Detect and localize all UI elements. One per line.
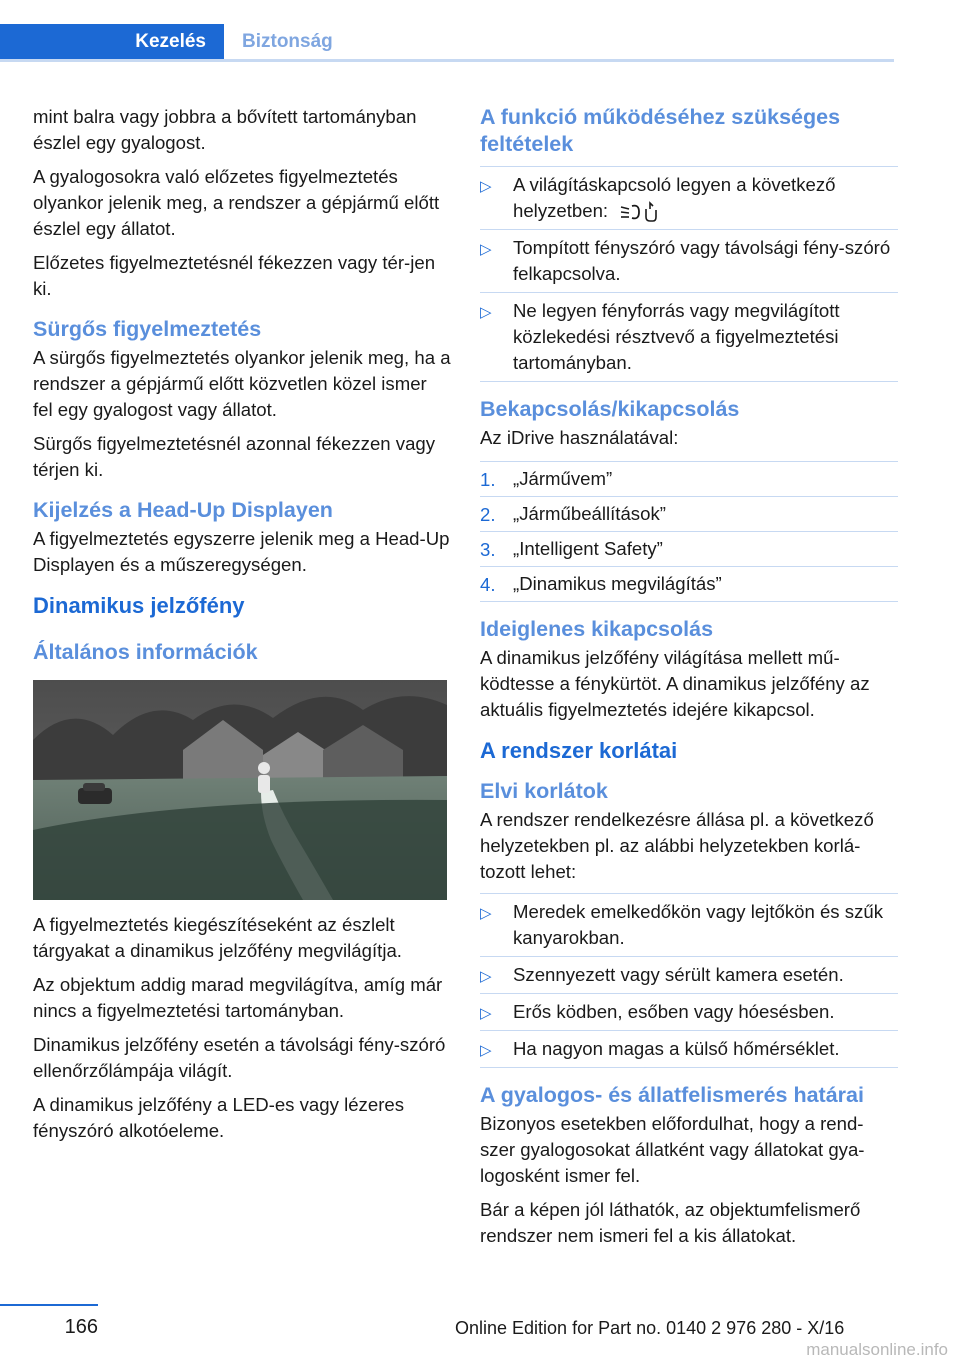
watermark: manualsonline.info [806, 1340, 948, 1359]
step-number: 4. [480, 574, 496, 595]
heading-general-info: Általános információk [33, 640, 258, 664]
page-number: 166 [64, 1316, 98, 1338]
step-number: 2. [480, 504, 496, 525]
list-item [480, 230, 898, 293]
steps-list [480, 461, 898, 602]
headlight-switch-icon [619, 201, 659, 223]
left-column [33, 104, 451, 1152]
list-item-text: Ha nagyon magas a külső hőmérséklet. [513, 1038, 840, 1059]
paragraph: Az objektum addig marad megvilágítva, amíg már nincs a figyelmeztetési tartományban. [33, 974, 443, 1021]
right-column [480, 104, 898, 1257]
paragraph: A dinamikus jelzőfény világítása mellett mű-ködtesse a fénykürtöt. A dinamikus jelzőfény az aktuális figyelmeztetés idejére kikapcsol. [480, 647, 870, 720]
triangle-right-icon: ▷ [480, 1042, 492, 1059]
paragraph: mint balra vagy jobbra a bővített tartományban észlel egy gyalogost. [33, 106, 417, 153]
tab-biztonsag[interactable]: Biztonság [242, 31, 333, 52]
paragraph: A rendszer rendelkezésre állása pl. a következő helyzetekben pl. az alábbi helyzetekben korlá-tozott lehet: [480, 809, 874, 882]
triangle-right-icon: ▷ [480, 241, 492, 258]
list-item [480, 461, 898, 497]
triangle-right-icon: ▷ [480, 905, 492, 922]
paragraph: A figyelmeztetés kiegészítéseként az észlelt tárgyakat a dinamikus jelzőfény megvilágítja. [33, 914, 402, 961]
paragraph: Bizonyos esetekben előfordulhat, hogy a rend-szer gyalogosokat állatként vagy állatokat gya-logosként ismer fel. [480, 1113, 865, 1186]
paragraph: A dinamikus jelzőfény a LED-es vagy lézeres fényszóró alkotóeleme. [33, 1094, 405, 1141]
list-item-text: Meredek emelkedőkön vagy lejtőkön és szűk kanyarokban. [513, 901, 884, 948]
list-item-text: „Intelligent Safety” [513, 538, 663, 559]
night-road-pedestrian-illustration [33, 680, 447, 900]
footer-divider [0, 1304, 98, 1306]
list-item [480, 532, 898, 567]
heading-temporary-off: Ideiglenes kikapcsolás [480, 617, 714, 641]
tab-kezeles[interactable]: Kezelés [0, 24, 224, 60]
paragraph: A sürgős figyelmeztetés olyankor jelenik meg, ha a rendszer a gépjármű előtt közvetlen közel ismer fel egy gyalogost vagy állatot. [33, 347, 451, 420]
list-item-text: Tompított fényszóró vagy távolsági fény-szóró felkapcsolva. [513, 237, 891, 284]
list-item [480, 994, 898, 1031]
heading-requirements: A funkció működéséhez szükséges feltételek [480, 105, 841, 156]
heading-on-off: Bekapcsolás/kikapcsolás [480, 397, 740, 421]
list-item-text: Erős ködben, esőben vagy hóesésben. [513, 1001, 835, 1022]
triangle-right-icon: ▷ [480, 1005, 492, 1022]
heading-urgent-warning: Sürgős figyelmeztetés [33, 317, 262, 341]
paragraph: Az iDrive használatával: [480, 427, 679, 448]
triangle-right-icon: ▷ [480, 968, 492, 985]
step-number: 1. [480, 469, 496, 490]
paragraph: A gyalogosokra való előzetes figyelmeztetés olyankor jelenik meg, a rendszer a gépjármű előtt észlel egy állatot. [33, 166, 440, 239]
tab-divider [0, 59, 894, 62]
heading-pedestrian-limits: A gyalogos- és állatfelismerés határai [480, 1083, 864, 1107]
heading-principle-limits: Elvi korlátok [480, 779, 608, 803]
header-tabbar [0, 24, 894, 62]
triangle-right-icon: ▷ [480, 178, 492, 195]
paragraph: Sürgős figyelmeztetésnél azonnal fékezzen vagy térjen ki. [33, 433, 436, 480]
heading-dynamic-light: Dinamikus jelzőfény [33, 593, 245, 618]
list-item [480, 166, 898, 230]
list-item [480, 497, 898, 532]
paragraph: Dinamikus jelzőfény esetén a távolsági fény-szóró ellenőrzőlámpája világít. [33, 1034, 446, 1081]
limits-list [480, 893, 898, 1068]
paragraph: Előzetes figyelmeztetésnél fékezzen vagy tér-jen ki. [33, 252, 436, 299]
list-item [480, 957, 898, 994]
list-item-text: A világításkapcsoló legyen a következő helyzetben: [513, 174, 836, 221]
list-item-text: „Járműbeállítások” [513, 503, 666, 524]
heading-system-limits: A rendszer korlátai [480, 738, 678, 763]
list-item-text: „Dinamikus megvilágítás” [513, 573, 722, 594]
list-item [480, 567, 898, 602]
list-item [480, 293, 898, 382]
requirements-list [480, 166, 898, 382]
list-item-text: „Járművem” [513, 468, 613, 489]
list-item-text: Ne legyen fényforrás vagy megvilágított közlekedési résztvevő a figyelmeztetési tartományban. [513, 300, 840, 373]
paragraph: Bár a képen jól láthatók, az objektumfelismerő rendszer nem ismeri fel a kis állatokat. [480, 1199, 861, 1246]
edition-note: Online Edition for Part no. 0140 2 976 280 - X/16 [455, 1318, 845, 1338]
heading-hud: Kijelzés a Head-Up Displayen [33, 498, 333, 522]
list-item [480, 893, 898, 957]
step-number: 3. [480, 539, 496, 560]
triangle-right-icon: ▷ [480, 304, 492, 321]
paragraph: A figyelmeztetés egyszerre jelenik meg a Head-Up Displayen és a műszeregységen. [33, 528, 450, 575]
list-item [480, 1031, 898, 1068]
list-item-text: Szennyezett vagy sérült kamera esetén. [513, 964, 844, 985]
